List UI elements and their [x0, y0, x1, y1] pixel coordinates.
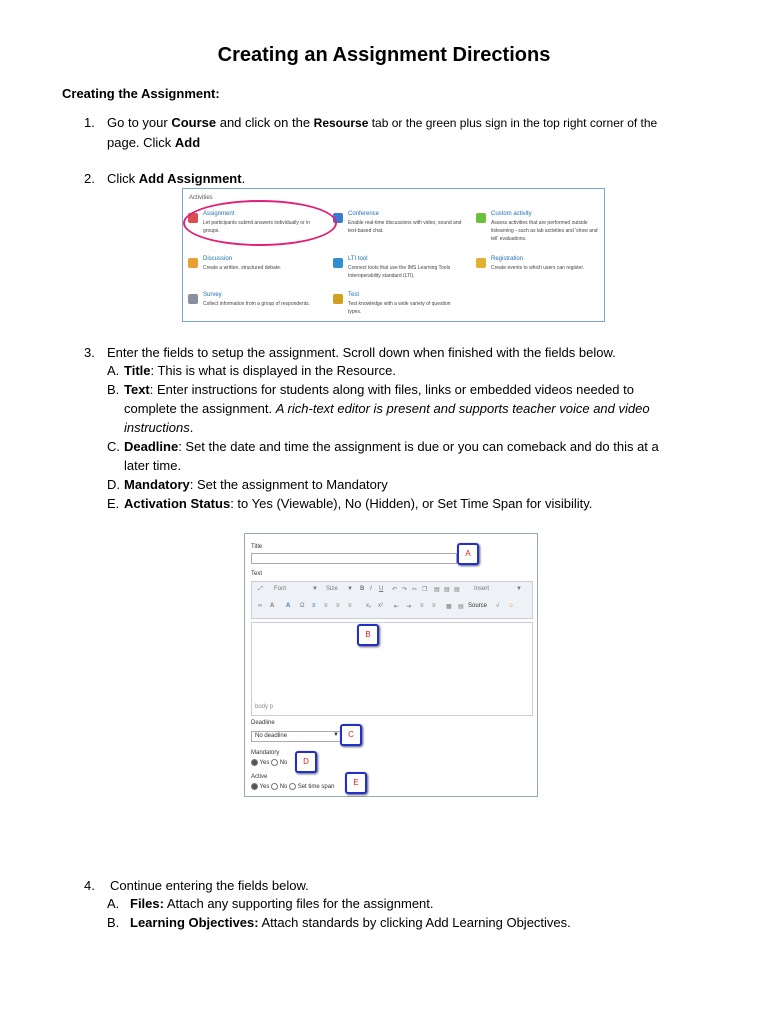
align-left-icon[interactable]: ≡ — [312, 603, 316, 609]
text-label: Text — [251, 571, 263, 577]
activity-description: Create a written, structured debate. — [203, 265, 282, 271]
editor-toolbar — [251, 581, 533, 619]
subscript-icon[interactable]: x₂ — [366, 603, 372, 609]
indent-icon[interactable]: ⇥ — [406, 604, 412, 610]
source-icon[interactable]: ▤ — [458, 604, 464, 610]
activity-description: Enable real-time discussions with video, sound and text-based chat. — [348, 220, 462, 234]
callout-b: B — [357, 624, 379, 646]
size-dropdown-icon[interactable]: ▼ — [347, 586, 353, 592]
italic-icon[interactable]: I — [370, 586, 372, 592]
table-icon[interactable]: ▦ — [446, 604, 452, 610]
step-4a-text: Files: Attach any supporting files for the assignment. — [130, 896, 434, 911]
activity-name[interactable]: Conference — [348, 211, 380, 217]
activity-name[interactable]: LTI tool — [348, 256, 368, 262]
step-3e-text: Activation Status: to Yes (Viewable), No (Hidden), or Set Time Span for visibility. — [124, 496, 593, 511]
activity-name[interactable]: Test — [348, 292, 360, 298]
step-4-number: 4. — [84, 878, 95, 893]
editor-statusbar: body p — [255, 704, 274, 710]
mandatory-no-radio[interactable] — [271, 759, 278, 766]
step-1-number: 1. — [84, 115, 95, 130]
set-time-span-label: Set time span — [297, 784, 335, 791]
deadline-select[interactable] — [251, 731, 341, 742]
callout-d: D — [295, 751, 317, 773]
numbered-list-icon[interactable]: ≡ — [420, 603, 424, 609]
mandatory-no-label: No — [279, 760, 288, 767]
active-time-span-radio[interactable] — [289, 783, 296, 790]
activity-name[interactable]: Survey — [203, 292, 222, 298]
active-yes-label: Yes — [259, 784, 270, 791]
step-3a-text: Title: This is what is displayed in the Resource. — [124, 363, 396, 378]
align-center-icon[interactable]: ≡ — [324, 603, 328, 609]
chevron-down-icon[interactable]: ▼ — [333, 732, 339, 738]
source-button[interactable]: Source — [468, 603, 488, 609]
activity-icon — [333, 294, 343, 304]
outdent-icon[interactable]: ⇤ — [394, 604, 400, 610]
cut-icon[interactable]: ✂ — [412, 587, 418, 593]
step-3b-text: Text: Enter instructions for students along with files, links or embedded videos needed to complete the assignment. A rich-text editor is present and supports teacher voice and video instructions. — [124, 382, 650, 435]
step-3e-letter: E. — [107, 496, 120, 511]
insert-dropdown-icon[interactable]: ▼ — [516, 586, 522, 592]
active-radio-group — [251, 783, 334, 790]
step-4b-letter: B. — [107, 915, 120, 930]
text-color-icon[interactable]: A — [270, 603, 275, 609]
mandatory-yes-label: Yes — [259, 760, 270, 767]
link-icon[interactable]: ∞ — [258, 603, 263, 609]
activity-description: Let participants submit answers individually or in groups. — [203, 220, 310, 234]
activity-icon — [333, 258, 343, 268]
title-input[interactable] — [251, 553, 457, 564]
document-title: Creating an Assignment Directions — [217, 44, 551, 66]
text-editor[interactable] — [251, 622, 533, 716]
font-dropdown-icon[interactable]: ▼ — [312, 586, 318, 592]
deadline-value: No deadline — [255, 733, 288, 739]
bg-color-icon[interactable]: A — [286, 603, 291, 609]
bulleted-list-icon[interactable]: ≡ — [432, 603, 436, 609]
align-right-icon[interactable]: ≡ — [336, 603, 340, 609]
deadline-label: Deadline — [251, 720, 275, 726]
activity-name[interactable]: Assignment — [203, 211, 235, 217]
mandatory-label: Mandatory — [251, 750, 280, 756]
maximize-icon[interactable]: ⤢ — [258, 586, 263, 592]
step-4b-text: Learning Objectives: Attach standards by clicking Add Learning Objectives. — [130, 915, 571, 930]
active-no-radio[interactable] — [271, 783, 278, 790]
undo-icon[interactable]: ↶ — [392, 587, 398, 593]
activity-icon — [188, 258, 198, 268]
step-3d-text: Mandatory: Set the assignment to Mandatory — [124, 477, 388, 492]
paste-text-icon[interactable]: ▤ — [444, 587, 450, 593]
activity-name[interactable]: Discussion — [203, 256, 233, 262]
callout-c: C — [340, 724, 362, 746]
mandatory-radio-group — [251, 759, 287, 766]
active-label: Active — [251, 774, 268, 780]
insert-select[interactable]: Insert — [474, 586, 490, 592]
activity-description: Create events to which users can register. — [491, 265, 585, 271]
step-3-intro: Enter the fields to setup the assignment. Scroll down when finished with the fields below. — [107, 345, 616, 360]
mandatory-yes-radio[interactable] — [251, 759, 258, 766]
bold-icon[interactable]: B — [360, 586, 365, 592]
size-select[interactable]: Size — [326, 586, 338, 592]
callout-e: E — [345, 772, 367, 794]
redo-icon[interactable]: ↷ — [402, 587, 408, 593]
callout-a: A — [457, 543, 479, 565]
highlight-ring — [183, 200, 337, 246]
assignment-form-screenshot — [244, 533, 538, 797]
activity-description: Collect information from a group of respondents. — [203, 301, 310, 307]
copy-icon[interactable]: ❐ — [422, 587, 428, 593]
step-1-text: Go to your Course and click on the Resourse tab or the green plus sign in the top right corner of the page. Click Add — [107, 115, 658, 150]
step-3-number: 3. — [84, 345, 95, 360]
activity-name[interactable]: Custom activity — [491, 211, 532, 217]
special-char-icon[interactable]: Ω — [300, 603, 305, 609]
activity-name[interactable]: Registration — [491, 256, 524, 262]
underline-icon[interactable]: U — [379, 586, 384, 592]
step-4a-letter: A. — [107, 896, 120, 911]
emoticon-icon[interactable]: ☺ — [508, 603, 515, 609]
step-3d-letter: D. — [107, 477, 120, 492]
superscript-icon[interactable]: x² — [378, 603, 383, 609]
activity-description: Connect tools that use the IMS Learning Tools Interoperability standard (LTI). — [348, 265, 451, 279]
step-2-text: Click Add Assignment. — [107, 171, 246, 186]
activities-header: Activities — [189, 195, 213, 201]
step-3c-text: Deadline: Set the date and time the assignment is due or you can comeback and do this at a later time. — [124, 439, 659, 473]
activity-icon — [188, 294, 198, 304]
section-heading: Creating the Assignment: — [62, 86, 220, 101]
paste-word-icon[interactable]: ▤ — [454, 587, 460, 593]
justify-icon[interactable]: ≡ — [348, 603, 352, 609]
activity-icon — [476, 258, 486, 268]
active-yes-radio[interactable] — [251, 783, 258, 790]
paste-icon[interactable]: ▤ — [434, 587, 440, 593]
activity-icon — [476, 213, 486, 223]
step-3a-letter: A. — [107, 363, 120, 378]
step-2-number: 2. — [84, 171, 95, 186]
active-no-label: No — [279, 784, 288, 791]
step-4-intro: Continue entering the fields below. — [110, 878, 309, 893]
activity-description: Test knowledge with a wide variety of question types. — [348, 301, 451, 315]
activity-description: Assess activities that are performed outside itslearning - such as lab activities and 'show and tell' evaluations. — [491, 220, 598, 242]
step-3b-letter: B. — [107, 382, 120, 397]
step-3c-letter: C. — [107, 439, 120, 454]
font-select[interactable]: Font — [274, 586, 287, 592]
title-label: Title — [251, 544, 263, 550]
math-icon[interactable]: √ — [496, 603, 500, 609]
